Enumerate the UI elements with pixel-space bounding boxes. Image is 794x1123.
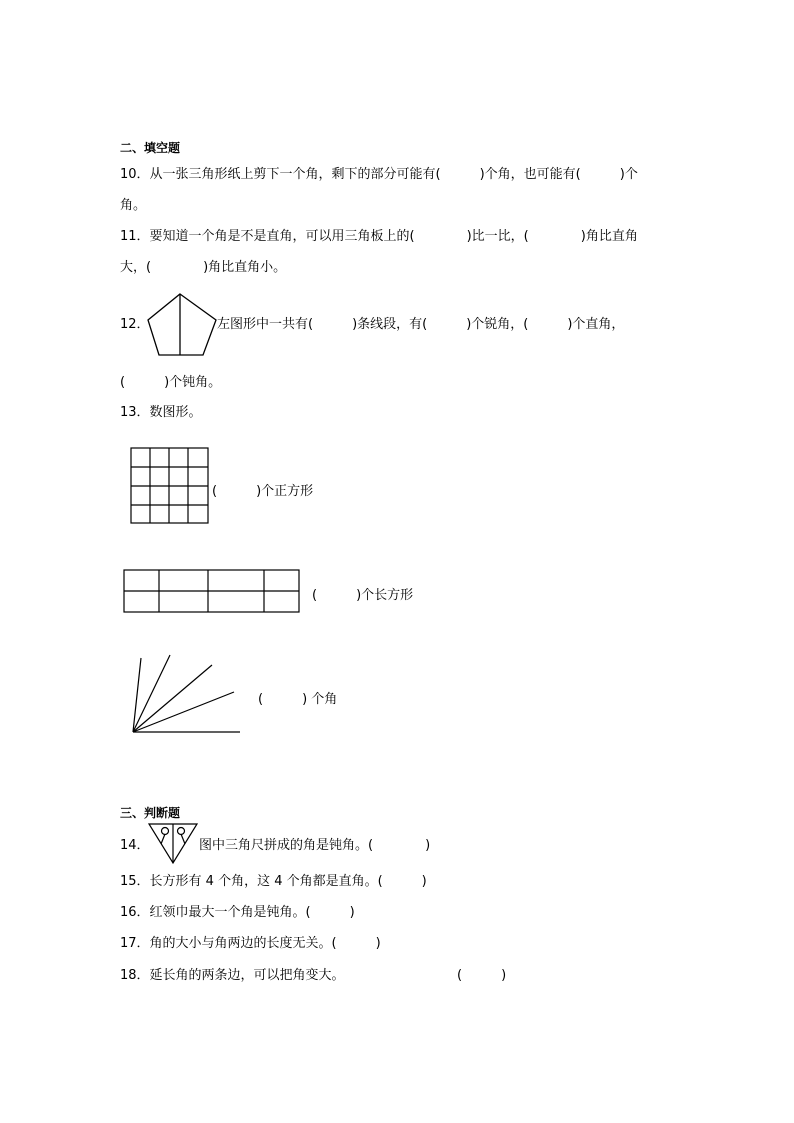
question-17: 17．角的大小与角两边的长度无关。( ) [120,936,381,951]
question-11-line-1: 11．要知道一个角是不是直角，可以用三角板上的( )比一比，( )角比直角 [120,229,638,244]
question-10-line-2: 角。 [120,198,147,213]
section-heading-true-false: 三、判断题 [120,806,181,820]
question-14-number: 14． [120,838,150,853]
triangle-rulers-figure [148,823,200,865]
question-10-line-1: 10．从一张三角形纸上剪下一个角，剩下的部分可能有( )个角，也可能有( )个 [120,167,638,182]
section-heading-fill-in: 二、填空题 [120,141,181,155]
question-18-text: 18．延长角的两条边，可以把角变大。 [120,968,345,983]
angle-rays-figure [128,652,243,736]
squares-count-blank: ( )个正方形 [212,484,314,499]
question-13-title: 13．数图形。 [120,405,202,420]
square-grid-figure [130,447,210,525]
question-16: 16．红领巾最大一个角是钝角。( ) [120,905,355,920]
question-14-text: 图中三角尺拼成的角是钝角。( ) [199,838,431,853]
rectangle-strip-figure [123,569,301,614]
question-18-blank: ( ) [457,968,507,983]
question-12-line-1: 左图形中一共有( )条线段，有( )个锐角，( )个直角， [217,317,625,332]
rectangles-count-blank: ( )个长方形 [312,588,414,603]
pentagon-figure [146,292,218,358]
question-12-line-2: ( )个钝角。 [120,375,222,390]
question-11-line-2: 大，( )角比直角小。 [120,260,287,275]
question-12-number: 12． [120,317,150,332]
angles-count-blank: ( ) 个角 [258,692,338,707]
question-15: 15．长方形有 4 个角，这 4 个角都是直角。( ) [120,874,427,889]
